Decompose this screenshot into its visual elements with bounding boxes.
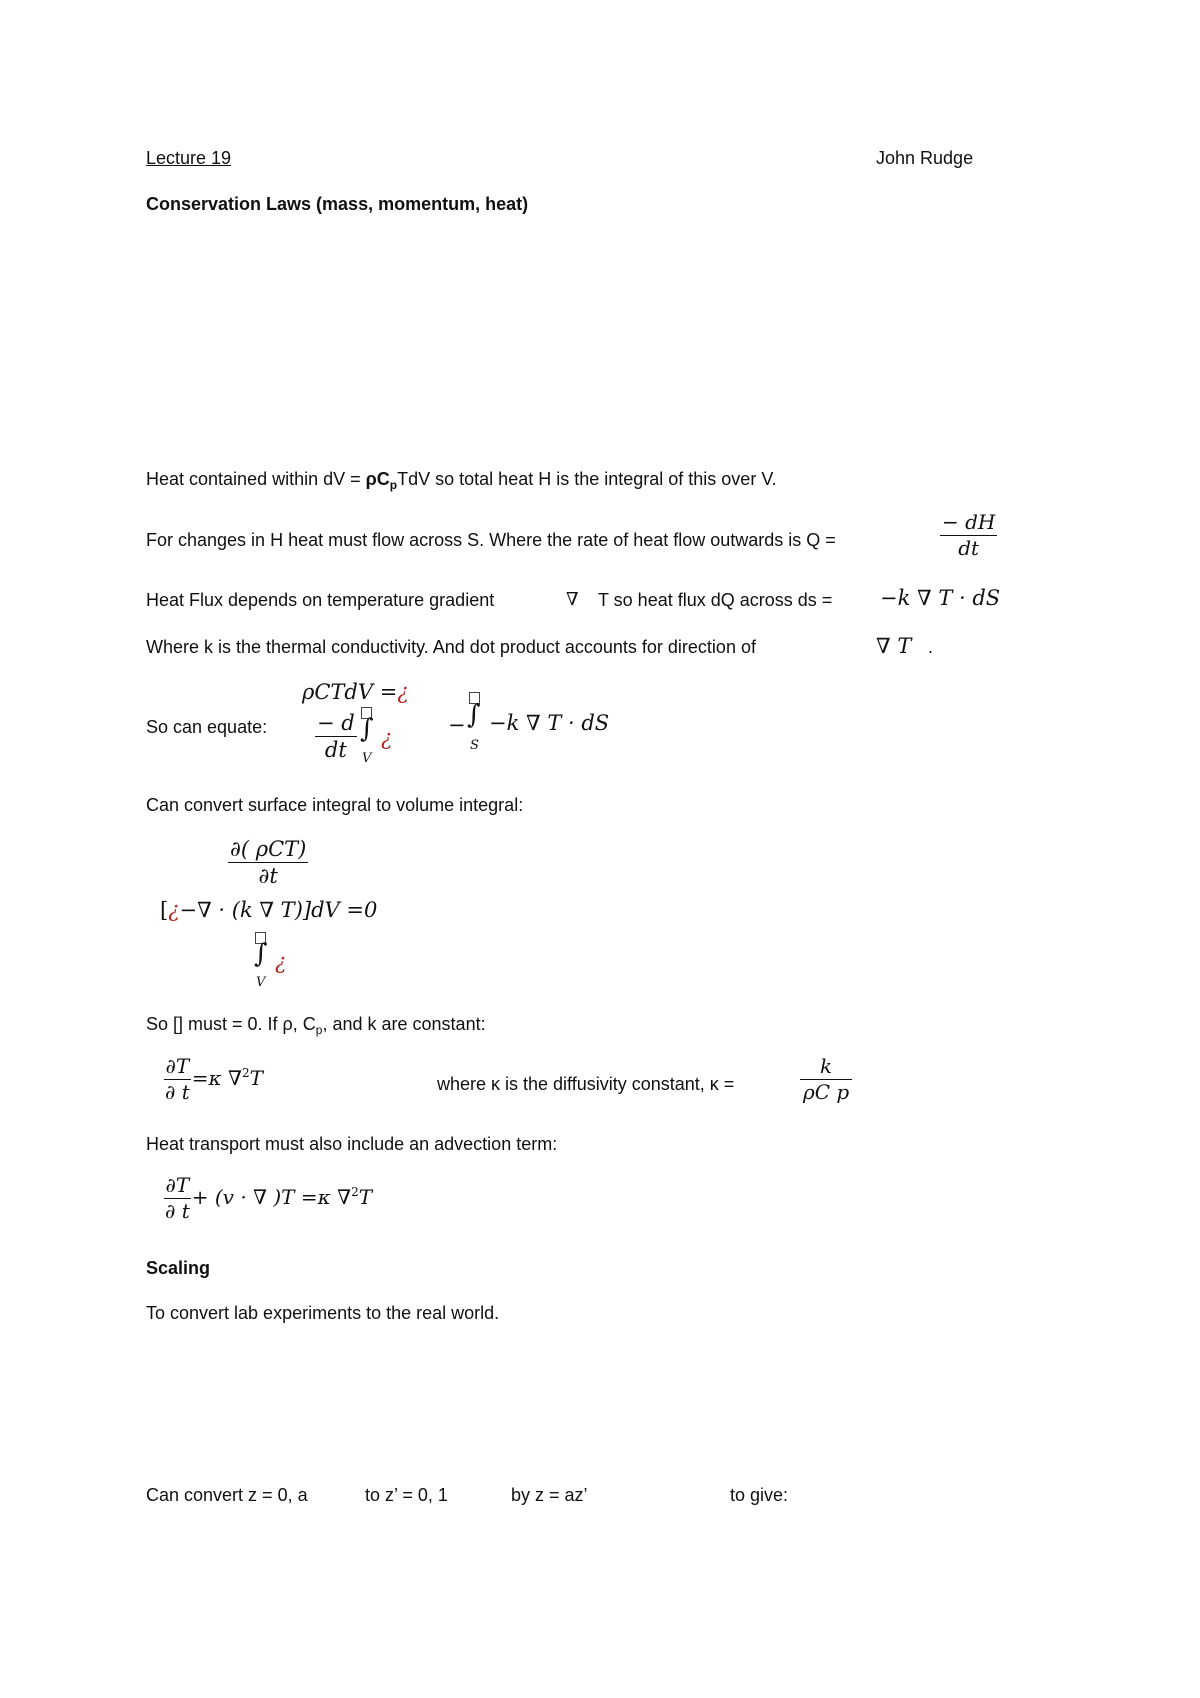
nabla-symbol: ∇ [566,589,579,610]
kappa-fraction [800,1054,852,1105]
eq4-mid: + (v · ∇ )T =κ ∇ [191,1185,352,1209]
eq4-square: 2 [351,1185,359,1199]
eq2-main [160,898,377,922]
must-text-b: , and k are constant: [322,1014,486,1034]
eq1-minus: − [448,713,466,737]
eq3-denominator: ∂ t [165,1080,190,1104]
eq1-top [302,680,409,704]
convert-z-b: to z’ = 0, 1 [365,1485,448,1505]
glyph-i-4: ¿ [275,950,287,974]
eq1-top-text: ρCTdV = [302,680,398,704]
kappa-denominator: ρC p [802,1080,850,1104]
period: . [928,637,934,657]
eq2-denominator: ∂t [258,864,278,889]
heat-text-a: Heat contained within dV = [146,469,366,489]
heat-text-b: TdV [397,469,431,489]
glyph-i: ¿ [397,680,409,704]
author-name: John Rudge [876,148,974,168]
page-title: Conservation Laws (mass, momentum, heat) [146,194,529,214]
rho-c: ρC [365,469,390,489]
eq3-rhs: =κ ∇ [191,1066,242,1090]
surface-integral-icon: ∫ [467,700,481,730]
q-denominator: dt [958,536,980,560]
integral-sub-v: V [362,751,372,766]
must-zero-line [146,1014,486,1037]
heat-flux-text: Heat Flux depends on temperature gradient [146,590,495,610]
must-text-a: So [] must = 0. If ρ, C [146,1014,316,1034]
glyph-i-3: ¿ [168,898,180,922]
flux-expression: −k ∇ T · dS [880,586,1001,610]
eq2-numerator: ∂( ρCT) [228,836,308,863]
eq3-numerator: ∂T [165,1054,190,1078]
where-k-line: Where k is the thermal conductivity. And dot product accounts for direction of [146,637,756,657]
diffusion-equation [163,1054,263,1105]
integral-sub-s: S [470,738,479,753]
heat-text-c: so total heat H is the integral of this over V. [430,469,777,489]
convert-z-a: Can convert z = 0, a [146,1485,308,1505]
q-numerator: − dH [942,510,996,534]
heat-contained-line [146,469,777,492]
kappa-numerator: k [800,1054,852,1080]
glyph-i-2: ¿ [381,726,393,750]
eq1-fraction [315,710,357,764]
eq2-fraction [228,836,308,890]
grad-t: ∇ T [876,634,912,658]
eq3-square: 2 [241,1066,250,1080]
eq1-numerator: − d [315,710,357,737]
integral-sub-v-2: V [256,975,266,990]
eq4-denominator: ∂ t [165,1199,190,1223]
lecture-number: Lecture 19 [146,148,232,168]
eq4-t: T [358,1185,373,1209]
subscript-p: p [389,478,398,492]
eq2-open: [ [160,898,169,922]
subscript-p-2: p [315,1023,323,1037]
heat-flux-text-b: T so heat flux dQ across ds = [598,590,833,610]
convert-line: Can convert surface integral to volume integral: [146,795,524,815]
scaling-heading: Scaling [146,1258,211,1278]
eq1-denominator: dt [324,738,347,763]
so-equate-label: So can equate: [146,717,268,737]
volume-integral-icon-2: ∫ [254,939,268,969]
lab-line: To convert lab experiments to the real world. [146,1303,500,1323]
volume-integral-icon: ∫ [360,714,374,744]
eq4-numerator: ∂T [165,1173,190,1197]
q-fraction [940,510,997,561]
convert-z-d: to give: [730,1485,789,1505]
eq2-rest: −∇ · (k ∇ T)]dV =0 [179,898,378,922]
eq3-t: T [249,1066,263,1090]
heat-flow-line: For changes in H heat must flow across S. Where the rate of heat flow outwards is Q = [146,530,836,550]
advection-equation [163,1173,372,1224]
eq1-right: −k ∇ T · dS [489,711,610,735]
where-kappa-text: where κ is the diffusivity constant, κ = [437,1074,735,1094]
convert-z-c: by z = az’ [511,1485,588,1505]
advection-line: Heat transport must also include an advection term: [146,1134,558,1154]
